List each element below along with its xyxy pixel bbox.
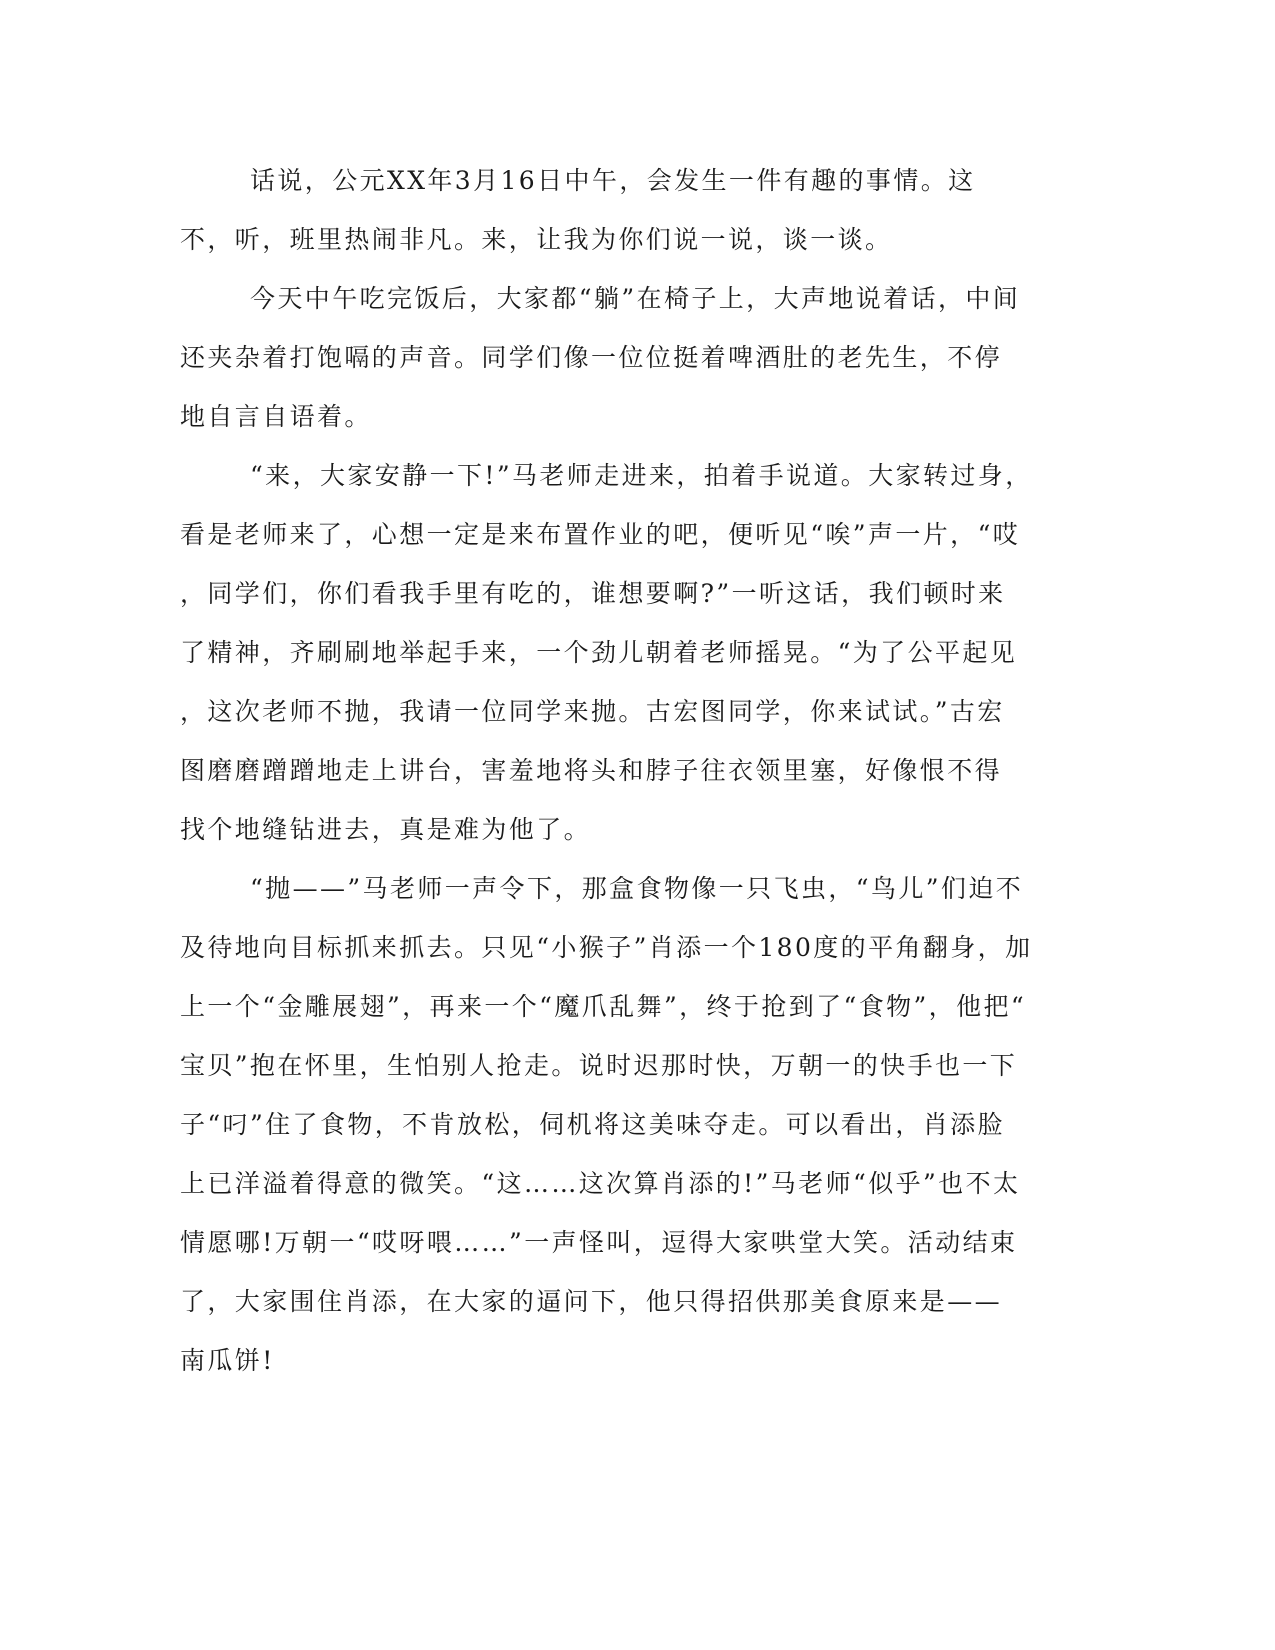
paragraph-4-line-2: 及待地向目标抓来抓去。只见“小猴子”肖添一个180度的平角翻身，加 xyxy=(180,933,1033,962)
paragraph-4-line-7: 情愿哪!万朝一“哎呀喂……”一声怪叫，逗得大家哄堂大笑。活动结束 xyxy=(180,1228,1018,1257)
paragraph-4-line-9: 南瓜饼! xyxy=(180,1346,275,1375)
paragraph-4-line-8: 了，大家围住肖添，在大家的逼问下，他只得招供那美食原来是—— xyxy=(180,1287,1003,1316)
paragraph-1-line-1: 话说，公元XX年3月16日中午，会发生一件有趣的事情。这 xyxy=(250,166,976,195)
paragraph-4-line-5: 子“叼”住了食物，不肯放松，伺机将这美味夺走。可以看出，肖添脸 xyxy=(180,1110,1005,1139)
paragraph-2-line-2: 还夹杂着打饱嗝的声音。同学们像一位位挺着啤酒肚的老先生，不停 xyxy=(180,343,1003,372)
paragraph-3-line-4: 了精神，齐刷刷地举起手来，一个劲儿朝着老师摇晃。“为了公平起见 xyxy=(180,638,1018,667)
paragraph-2-line-1: 今天中午吃完饭后，大家都“躺”在椅子上，大声地说着话，中间 xyxy=(250,284,1021,313)
paragraph-1-line-2: 不，听，班里热闹非凡。来，让我为你们说一说，谈一谈。 xyxy=(180,225,893,254)
paragraph-2-line-3: 地自言自语着。 xyxy=(180,402,372,431)
paragraph-3-line-5: ，这次老师不抛，我请一位同学来抛。古宏图同学，你来试试。”古宏 xyxy=(180,697,1005,726)
paragraph-4-line-4: 宝贝”抱在怀里，生怕别人抢走。说时迟那时快，万朝一的快手也一下 xyxy=(180,1051,1018,1080)
paragraph-4-line-3: 上一个“金雕展翅”，再来一个“魔爪乱舞”，终于抢到了“食物”，他把“ xyxy=(180,992,1027,1021)
paragraph-4-line-6: 上已洋溢着得意的微笑。“这……这次算肖添的!”马老师“似乎”也不太 xyxy=(180,1169,1021,1198)
paragraph-4-line-1: “抛——”马老师一声令下，那盒食物像一只飞虫，“鸟儿”们迫不 xyxy=(250,874,1024,903)
paragraph-3-line-1: “来，大家安静一下!”马老师走进来，拍着手说道。大家转过身， xyxy=(250,461,1033,490)
paragraph-3-line-2: 看是老师来了，心想一定是来布置作业的吧，便听见“唉”声一片，“哎 xyxy=(180,520,1021,549)
paragraph-3-line-7: 找个地缝钻进去，真是难为他了。 xyxy=(180,815,592,844)
paragraph-3-line-6: 图磨磨蹭蹭地走上讲台，害羞地将头和脖子往衣领里塞，好像恨不得 xyxy=(180,756,1003,785)
paragraph-3-line-3: ，同学们，你们看我手里有吃的，谁想要啊?”一听这话，我们顿时来 xyxy=(180,579,1006,608)
